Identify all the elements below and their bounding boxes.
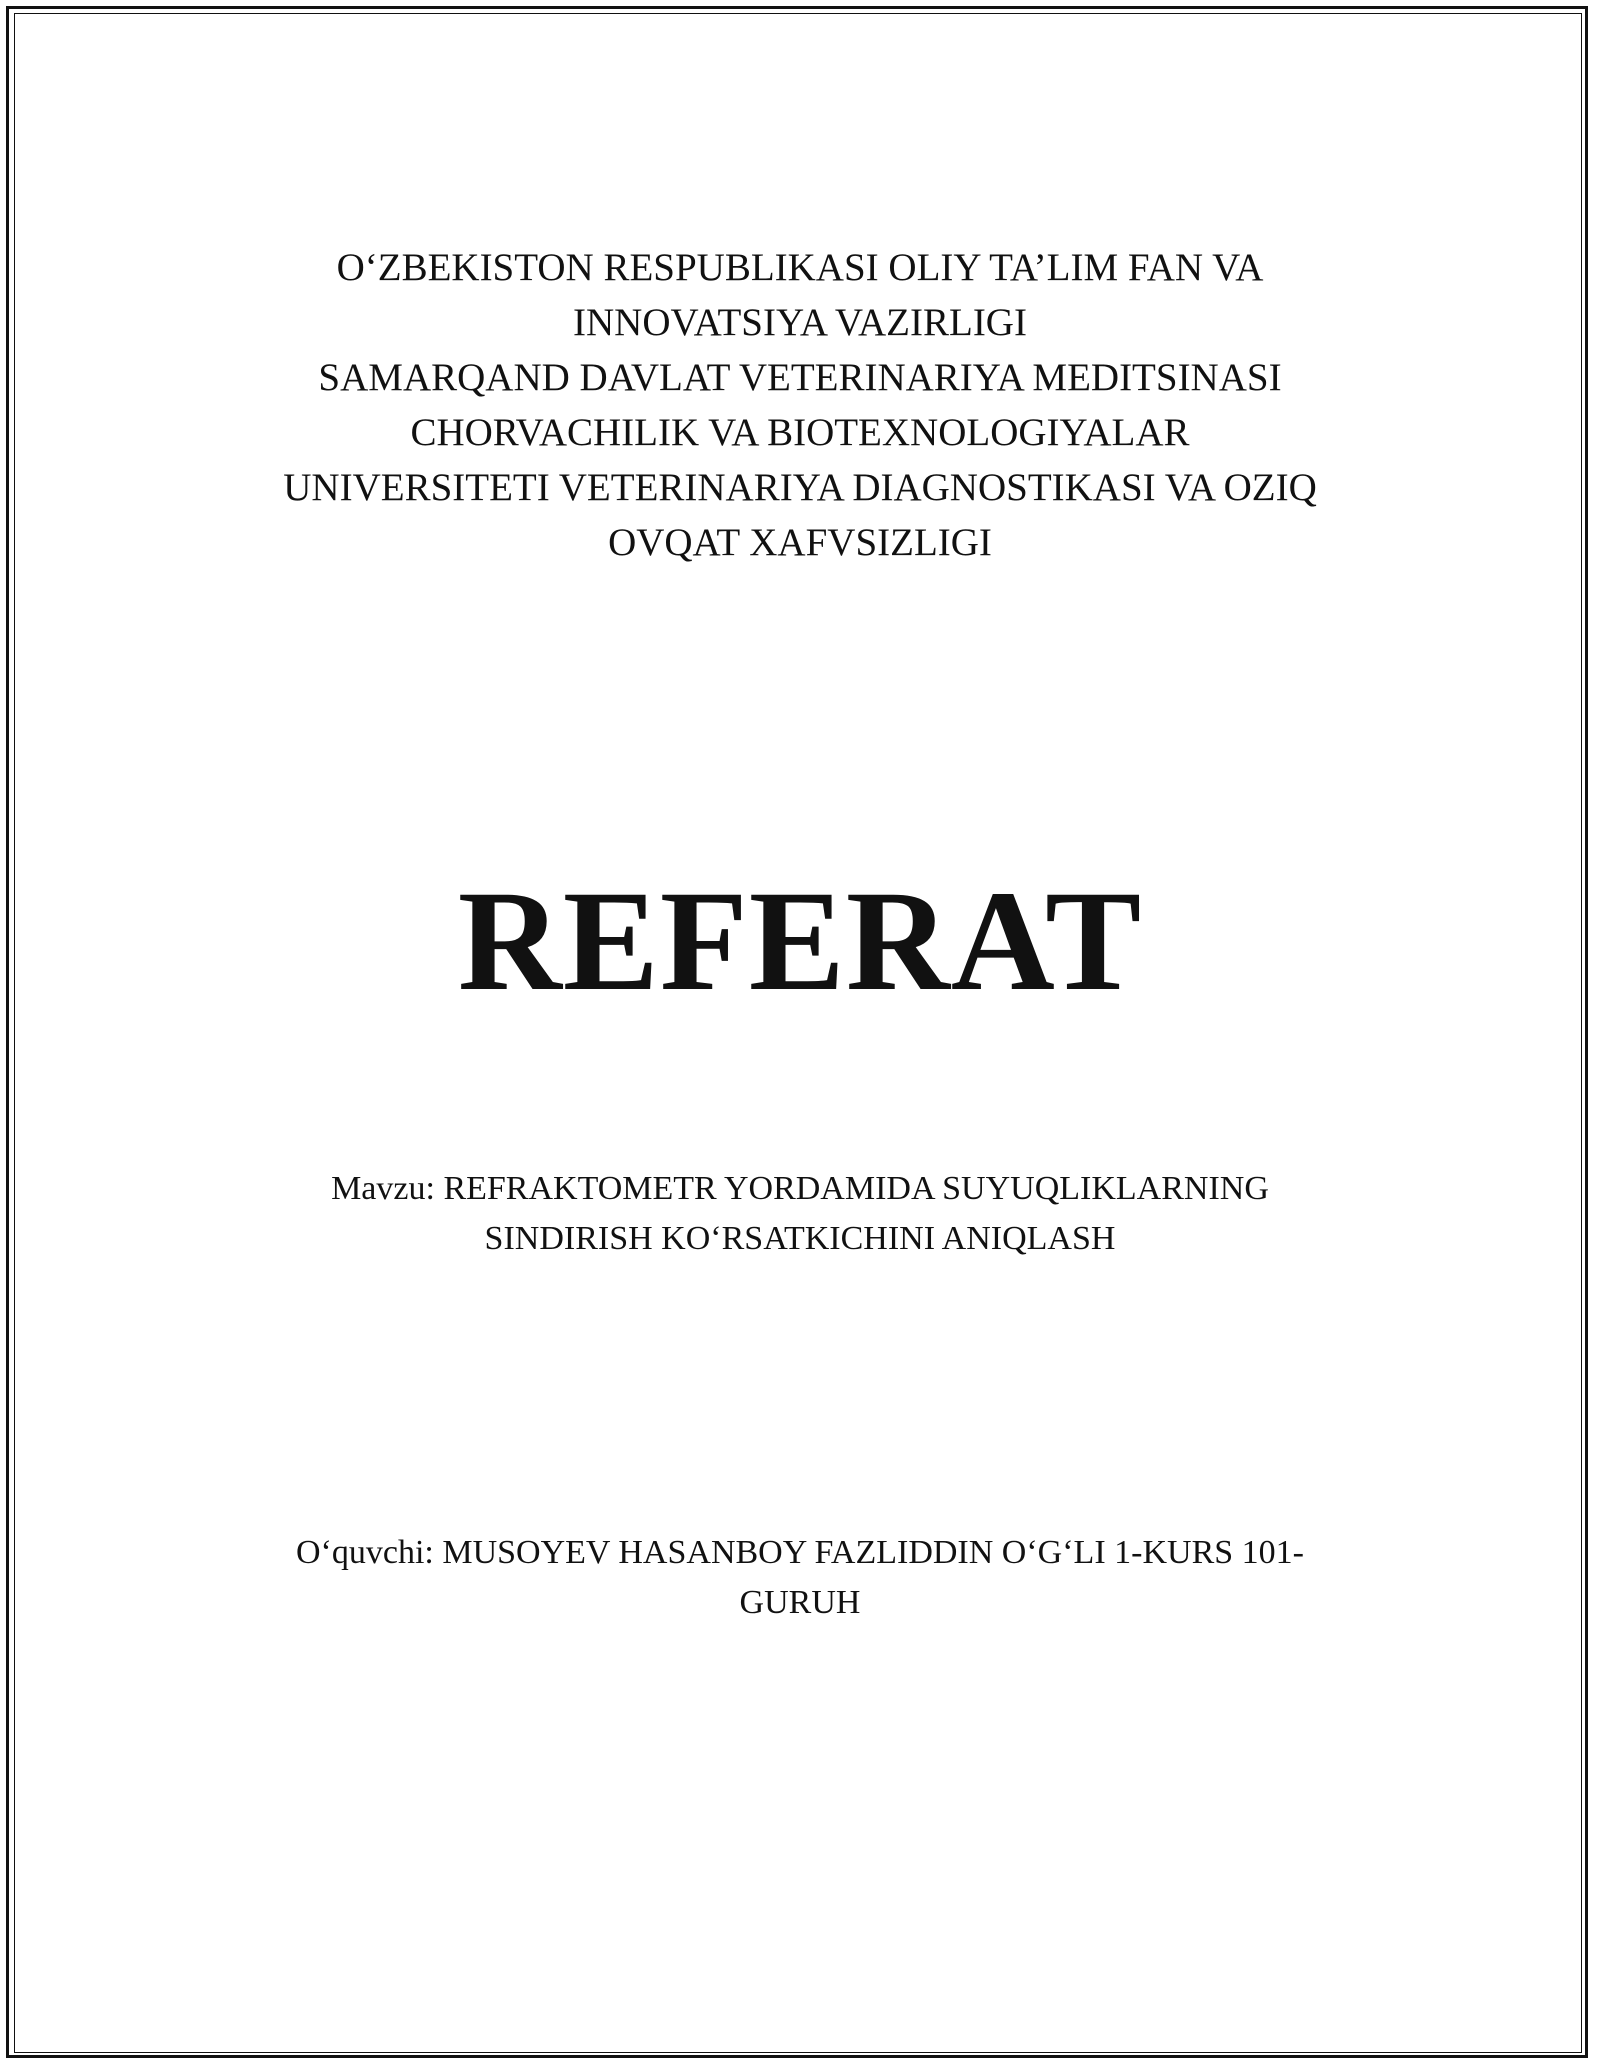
student-line: O‘quvchi: MUSOYEV HASANBOY FAZLIDDIN O‘G‘LI 1-KURS 101-: [296, 1534, 1304, 1571]
institution-header: [200, 240, 1400, 570]
student-line: GURUH: [739, 1584, 861, 1621]
topic-line: SINDIRISH KO‘RSATKICHINI ANIQLASH: [484, 1220, 1116, 1257]
student-block: [200, 1528, 1400, 1628]
header-line: UNIVERSITETI VETERINARIYA DIAGNOSTIKASI VA OZIQ: [283, 466, 1317, 509]
header-line: INNOVATSIYA VAZIRLIGI: [573, 301, 1027, 344]
topic-block: [200, 1164, 1400, 1264]
header-line: CHORVACHILIK VA BIOTEXNOLOGIYALAR: [410, 411, 1190, 454]
topic-line: Mavzu: REFRAKTOMETR YORDAMIDA SUYUQLIKLARNING: [331, 1170, 1269, 1207]
document-title: REFERAT: [457, 862, 1143, 1021]
header-line: O‘ZBEKISTON RESPUBLIKASI OLIY TA’LIM FAN VA: [336, 246, 1264, 289]
header-line: SAMARQAND DAVLAT VETERINARIYA MEDITSINASI: [318, 356, 1282, 399]
header-line: OVQAT XAFVSIZLIGI: [608, 521, 992, 564]
